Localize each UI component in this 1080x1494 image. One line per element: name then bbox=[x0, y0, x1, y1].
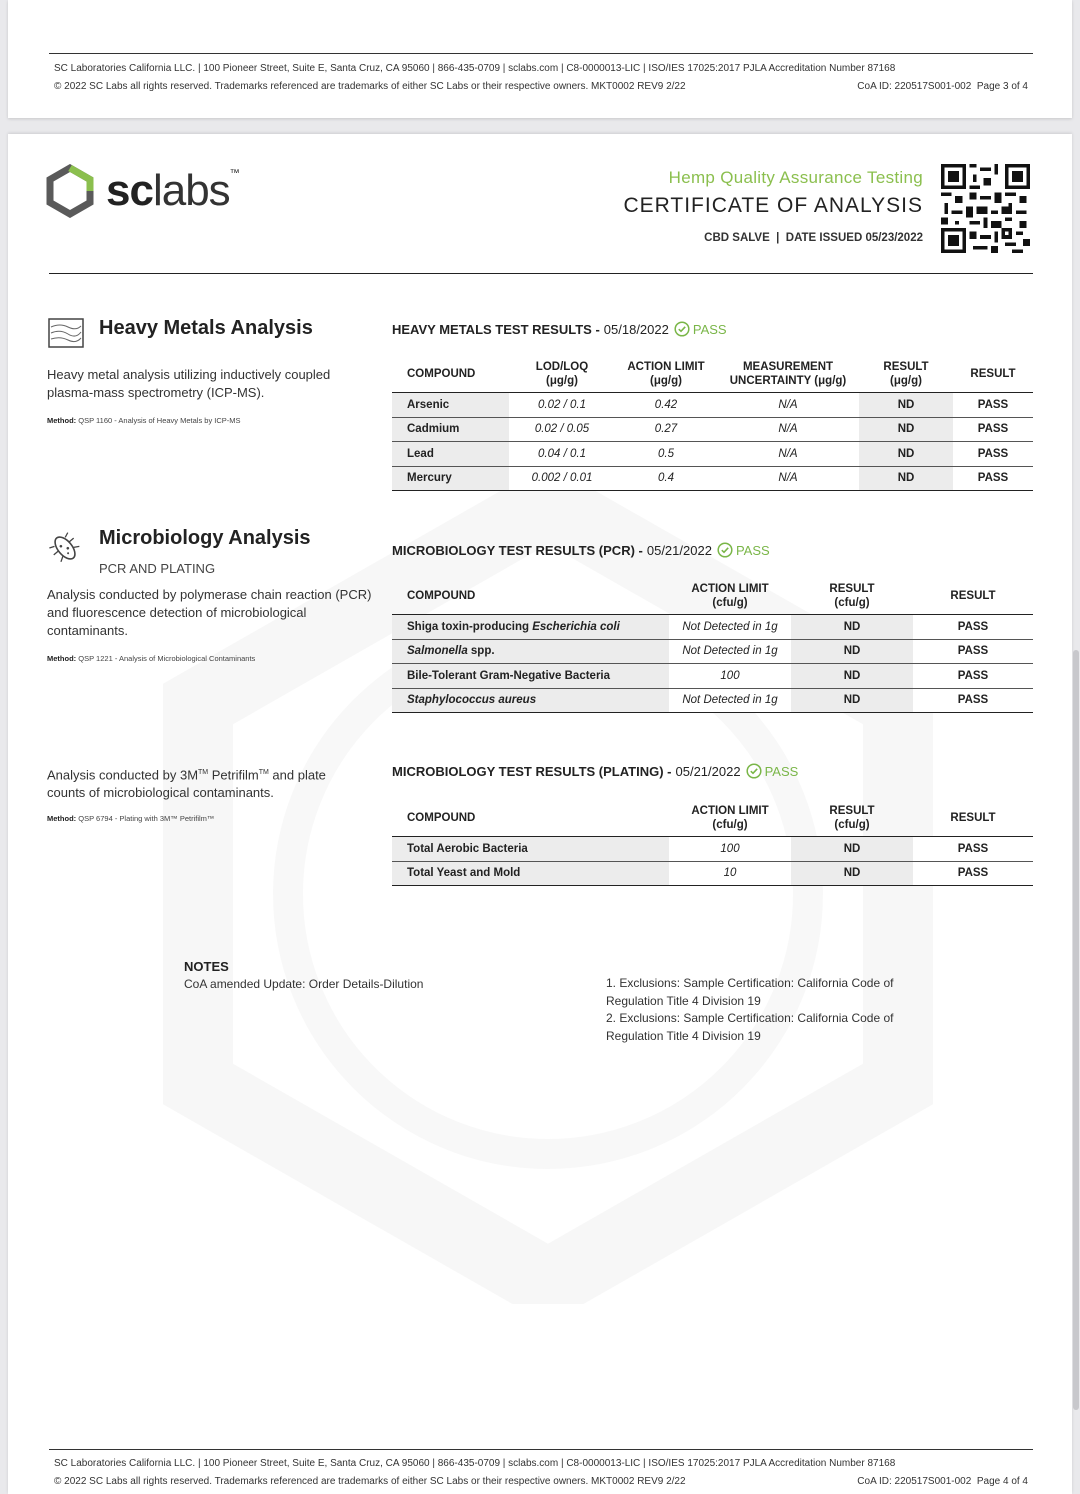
qr-code-icon[interactable] bbox=[941, 164, 1030, 253]
scrollbar-thumb[interactable] bbox=[1073, 650, 1079, 1410]
notes-section bbox=[184, 959, 423, 991]
footer-address: SC Laboratories California LLC. | 100 Pioneer Street, Suite E, Santa Cruz, CA 95060 | 866-435-0709 | sclabs.com | C8-0000013-LIC | ISO/IES 17025:2017 PJLA Accreditation Number 87168 bbox=[54, 63, 896, 74]
footer-divider bbox=[49, 1449, 1033, 1450]
table-row: Total Aerobic Bacteria 100 ND PASS bbox=[392, 837, 1033, 862]
plating-pass-badge: PASS bbox=[746, 763, 799, 779]
heavy-metals-pass-badge: PASS bbox=[674, 321, 727, 337]
microbiology-method: Method: QSP 1221 - Analysis of Microbiological Contaminants bbox=[47, 654, 256, 663]
header-title: CERTIFICATE OF ANALYSIS bbox=[623, 194, 923, 217]
exclusion-item: 2. Exclusions: Sample Certification: California Code of Regulation Title 4 Division 19 bbox=[606, 1011, 894, 1043]
pcr-table bbox=[392, 578, 1033, 713]
plating-table bbox=[392, 800, 1033, 886]
logo-labs: labs bbox=[152, 166, 230, 215]
certificate-page bbox=[8, 134, 1072, 1494]
heavy-metals-table bbox=[392, 356, 1033, 491]
table-row: Cadmium 0.02 / 0.05 0.27 N/A ND PASS bbox=[392, 417, 1033, 442]
coa-id: CoA ID: 220517S001-002 bbox=[857, 1476, 972, 1487]
logo-sc: sc bbox=[106, 166, 153, 215]
product-name: CBD SALVE bbox=[704, 232, 770, 244]
table-header-row: COMPOUND ACTION LIMIT (cfu/g) RESULT (cfu/g) RESULT bbox=[392, 578, 1033, 615]
heavy-metals-title: Heavy Metals Analysis bbox=[99, 317, 313, 339]
microbiology-title: Microbiology Analysis bbox=[99, 527, 311, 549]
notes-heading: NOTES bbox=[184, 959, 229, 974]
heavy-metals-test-date: 05/18/2022 bbox=[603, 321, 669, 337]
footer-address: SC Laboratories California LLC. | 100 Pioneer Street, Suite E, Santa Cruz, CA 95060 | 866-435-0709 | sclabs.com | C8-0000013-LIC | ISO/IES 17025:2017 PJLA Accreditation Number 87168 bbox=[54, 1458, 896, 1469]
table-row: Total Yeast and Mold 10 ND PASS bbox=[392, 861, 1033, 886]
footer-divider bbox=[49, 53, 1033, 54]
previous-page bbox=[8, 0, 1072, 118]
plating-description: Analysis conducted by 3M™ Petrifilm™ and plate counts of microbiological contaminants. bbox=[47, 767, 326, 801]
check-circle-icon bbox=[746, 763, 762, 779]
logo-tm: ™ bbox=[229, 168, 239, 179]
heavy-metals-icon bbox=[48, 318, 84, 348]
pcr-pass-badge: PASS bbox=[717, 542, 770, 558]
footer bbox=[54, 60, 1028, 96]
table-row: Bile-Tolerant Gram-Negative Bacteria 100 ND PASS bbox=[392, 664, 1033, 689]
footer bbox=[54, 1455, 1028, 1491]
table-row: Shiga toxin-producing Escherichia coli Not Detected in 1g ND PASS bbox=[392, 615, 1033, 640]
footer-copyright: © 2022 SC Labs all rights reserved. Trademarks referenced are trademarks of either SC Labs or their respective owners. MKT0002 REV9 2/22 bbox=[54, 1476, 686, 1487]
exclusion-item: 1. Exclusions: Sample Certification: California Code of Regulation Title 4 Division 19 bbox=[606, 976, 894, 1008]
header-meta bbox=[623, 232, 923, 244]
microbiology-description: Analysis conducted by polymerase chain reaction (PCR) and fluorescence detection of microbiological contaminants. bbox=[47, 587, 372, 638]
page-number: Page 4 of 4 bbox=[976, 1476, 1028, 1487]
check-circle-icon bbox=[674, 321, 690, 337]
plating-table-title: MICROBIOLOGY TEST RESULTS (PLATING) - 05/21/2022 PASS bbox=[392, 763, 799, 779]
bacteria-icon bbox=[48, 530, 82, 566]
footer-copyright: © 2022 SC Labs all rights reserved. Trademarks referenced are trademarks of either SC Labs or their respective owners. MKT0002 REV9 2/22 bbox=[54, 81, 686, 92]
hexagon-logo-icon bbox=[46, 164, 94, 218]
sc-labs-logo bbox=[46, 164, 239, 218]
notes-exclusions bbox=[606, 975, 936, 1045]
table-row: Arsenic 0.02 / 0.1 0.42 N/A ND PASS bbox=[392, 393, 1033, 418]
table-row: Salmonella spp. Not Detected in 1g ND PASS bbox=[392, 639, 1033, 664]
header-info bbox=[623, 168, 923, 244]
header-divider bbox=[49, 273, 1033, 274]
coa-id: CoA ID: 220517S001-002 bbox=[857, 81, 972, 92]
table-row: Mercury 0.002 / 0.01 0.4 N/A ND PASS bbox=[392, 466, 1033, 491]
heavy-metals-description: Heavy metal analysis utilizing inductively coupled plasma-mass spectrometry (ICP-MS). bbox=[47, 367, 331, 400]
meta-separator: | bbox=[776, 232, 780, 244]
notes-text: CoA amended Update: Order Details-Dilution bbox=[184, 977, 424, 991]
header-subtitle: Hemp Quality Assurance Testing bbox=[668, 168, 923, 187]
table-row: Lead 0.04 / 0.1 0.5 N/A ND PASS bbox=[392, 442, 1033, 467]
table-header-row: COMPOUND LOD/LOQ (μg/g) ACTION LIMIT (μg/g) MEASUREMENT UNCERTAINTY (μg/g) RESULT (μg/g) RESULT bbox=[392, 356, 1033, 393]
date-issued: DATE ISSUED 05/23/2022 bbox=[785, 232, 923, 244]
plating-test-date: 05/21/2022 bbox=[675, 763, 741, 779]
microbiology-subtitle: PCR AND PLATING bbox=[99, 561, 216, 576]
check-circle-icon bbox=[717, 542, 733, 558]
pcr-table-title: MICROBIOLOGY TEST RESULTS (PCR) - 05/21/2022 PASS bbox=[392, 542, 770, 558]
page-number: Page 3 of 4 bbox=[976, 81, 1028, 92]
pcr-test-date: 05/21/2022 bbox=[646, 542, 712, 558]
table-row: Staphylococcus aureus Not Detected in 1g ND PASS bbox=[392, 688, 1033, 713]
heavy-metals-method: Method: QSP 1160 - Analysis of Heavy Metals by ICP-MS bbox=[47, 416, 241, 425]
heavy-metals-table-title: HEAVY METALS TEST RESULTS - 05/18/2022 PASS bbox=[392, 321, 727, 337]
table-header-row: COMPOUND ACTION LIMIT (cfu/g) RESULT (cfu/g) RESULT bbox=[392, 800, 1033, 837]
plating-method: Method: QSP 6794 - Plating with 3M™ Petrifilm™ bbox=[47, 814, 215, 823]
